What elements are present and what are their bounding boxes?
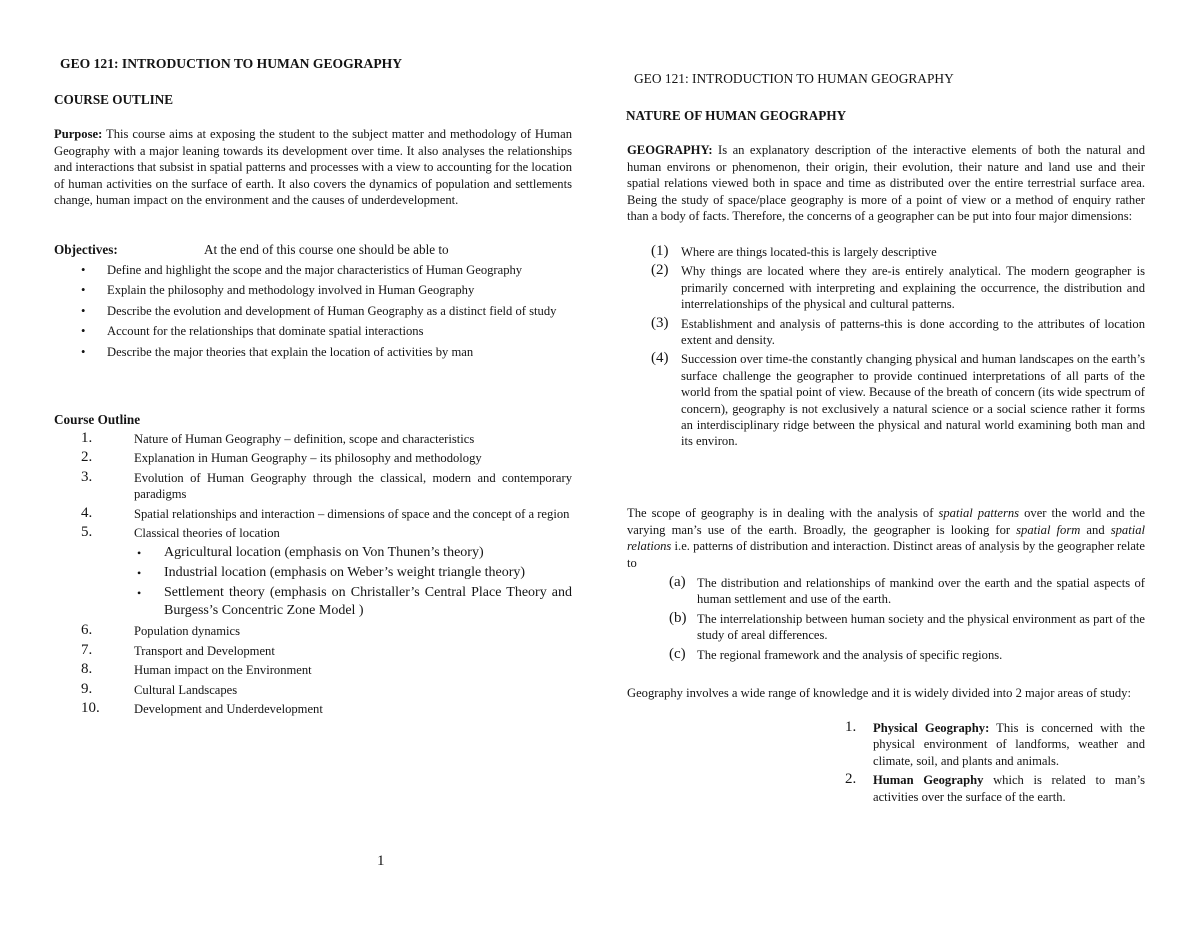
objective-item: • Describe the evolution and development of Human Geography as a distinct field of study (81, 303, 557, 318)
theory-item: • Agricultural location (emphasis on Von Thunen’s theory) (137, 545, 484, 561)
spatial-patterns-term: spatial patterns (938, 506, 1020, 520)
outline-item: 9. Cultural Landscapes (81, 680, 238, 697)
theory-item: • Industrial location (emphasis on Weber’s weight triangle theory) (137, 565, 526, 581)
area-item: (b) The interrelationship between human society and the physical environment as part of the study of areal differences. (669, 609, 1145, 643)
spatial-relations-term: spatial relations (627, 522, 1146, 554)
left-header: GEO 121: INTRODUCTION TO HUMAN GEOGRAPHY (60, 56, 403, 71)
wide-range-paragraph: Geography involves a wide range of knowledge and it is widely divided into 2 major areas of study: (627, 686, 1131, 700)
objectives-label: Objectives: (54, 242, 118, 257)
dimension-item: (4) Succession over time-the constantly changing physical and human landscapes on the earth’s surface challenge the geographer to provide continued interpretations of all parts of the world from the spatial point of view. Because of the breath of concern (its wide spectrum of concern), geography is not exclusively a natural science or a social science rather it forms an interdisciplinary ridge between the physical and natural world examining both man and its environ. (651, 350, 1145, 449)
objective-item: • Account for the relationships that dominate spatial interactions (81, 324, 424, 339)
outline-item: 1. Nature of Human Geography – definition, scope and characteristics (81, 430, 475, 446)
course-outline-list (54, 431, 572, 720)
dimension-item: (3) Establishment and analysis of patterns-this is done according to the attributes of location extent and density. (651, 314, 1145, 348)
purpose-text: This course aims at exposing the student to the subject matter and methodology of Human Geography with a major leaning towards its development over time. It also analyses the relationships and interactions that subsist in spatial patterns and processes with a view to accounting for the location of human activities on the surface of earth. It also covers the dynamics of population and settlements change, human impact on the environment and the causes of underdevelopment. (54, 127, 572, 208)
purpose-label: Purpose: (54, 127, 103, 141)
outline-item: 7. Transport and Development (81, 641, 275, 658)
spatial-form-term: spatial form (1016, 522, 1081, 537)
dimensions-list (627, 244, 1145, 453)
areas-list (627, 575, 1145, 666)
objective-item: • Explain the philosophy and methodology involved in Human Geography (81, 283, 475, 298)
outline-item: 4. Spatial relationships and interaction – dimensions of space and the concept of a region (81, 504, 570, 521)
scope-paragraph: The scope of geography is in dealing with the analysis of spatial patterns over the world and the varying man’s use of the earth. Broadly, the geographer is looking for spatial form and spatial relations i.e. patterns of distribution and interaction. Distinct areas of analysis by the geographer relate to (627, 506, 1146, 570)
outline-item: 6. Population dynamics (81, 622, 240, 639)
outline-item: 5. Classical theories of location • Agricultural location (emphasis on Von Thunen’s theory) • Industrial location (emphasis on Weber’s weight triangle theory) • Settlement theory (emphasis on Christaller’s Central Place Theory and Burgess’s Concentric Zone Model ) (81, 524, 572, 619)
location-theories-list (134, 544, 572, 620)
area-item: (a) The distribution and relationships of mankind over the earth and the spatial aspects of human settlement and use of the earth. (669, 574, 1145, 607)
course-outline-heading: COURSE OUTLINE (54, 92, 174, 107)
objective-item: • Describe the major theories that explain the location of activities by man (81, 344, 474, 359)
nature-heading: NATURE OF HUMAN GEOGRAPHY (626, 108, 847, 123)
geography-text: Is an explanatory description of the interactive elements of both the natural and human environs or phenomenon, their origin, their evolution, their nature and land use and their spatial relations viewed both in space and time as distributed over the entire terrestrial surface area. Being the study of space/place geography is more of a point of view or a method of enquiry rather than a body of facts. Therefore, the concerns of a geographer can be put into four major dimensions: (627, 143, 1145, 224)
objective-item: • Define and highlight the scope and the major characteristics of Human Geography (81, 263, 523, 277)
branch-item: 1. Physical Geography: This is concerned with the physical environment of landforms, weather and climate, soil, and plants and animals. (845, 719, 1145, 768)
theory-item: • Settlement theory (emphasis on Christaller’s Central Place Theory and Burgess’s Concentric Zone Model ) (137, 585, 572, 619)
physical-geography-label: Physical Geography: (873, 721, 990, 735)
outline-item: 10. Development and Underdevelopment (81, 700, 323, 717)
objectives-line (54, 242, 449, 258)
branch-item: 2. Human Geography which is related to man’s activities over the surface of the earth. (845, 771, 1145, 804)
course-outline-label: Course Outline (54, 412, 141, 427)
right-header: GEO 121: INTRODUCTION TO HUMAN GEOGRAPHY (634, 71, 954, 86)
dimension-item: (2) Why things are located where they are-is entirely analytical. The modern geographer is primarily concerned with interpreting and explaining the occurrence, the distribution and interrelationships of the physical and cultural patterns. (651, 262, 1145, 312)
human-geography-label: Human Geography (873, 773, 984, 788)
dimension-item: (1) Where are things located-this is largely descriptive (651, 243, 937, 259)
area-item: (c) The regional framework and the analysis of specific regions. (669, 645, 1003, 662)
purpose-paragraph (54, 126, 572, 209)
outline-item: 8. Human impact on the Environment (81, 661, 312, 678)
geography-label: GEOGRAPHY: (627, 143, 713, 157)
branches-list (627, 720, 1145, 808)
right-page (600, 0, 1200, 927)
objectives-intro: At the end of this course one should be able to (204, 242, 449, 257)
objectives-list (54, 262, 572, 364)
geography-paragraph (627, 142, 1145, 225)
outline-item: 2. Explanation in Human Geography – its philosophy and methodology (81, 449, 482, 466)
outline-item: 3. Evolution of Human Geography through the classical, modern and contemporary paradigms (81, 468, 572, 502)
page-number: 1 (377, 853, 385, 869)
